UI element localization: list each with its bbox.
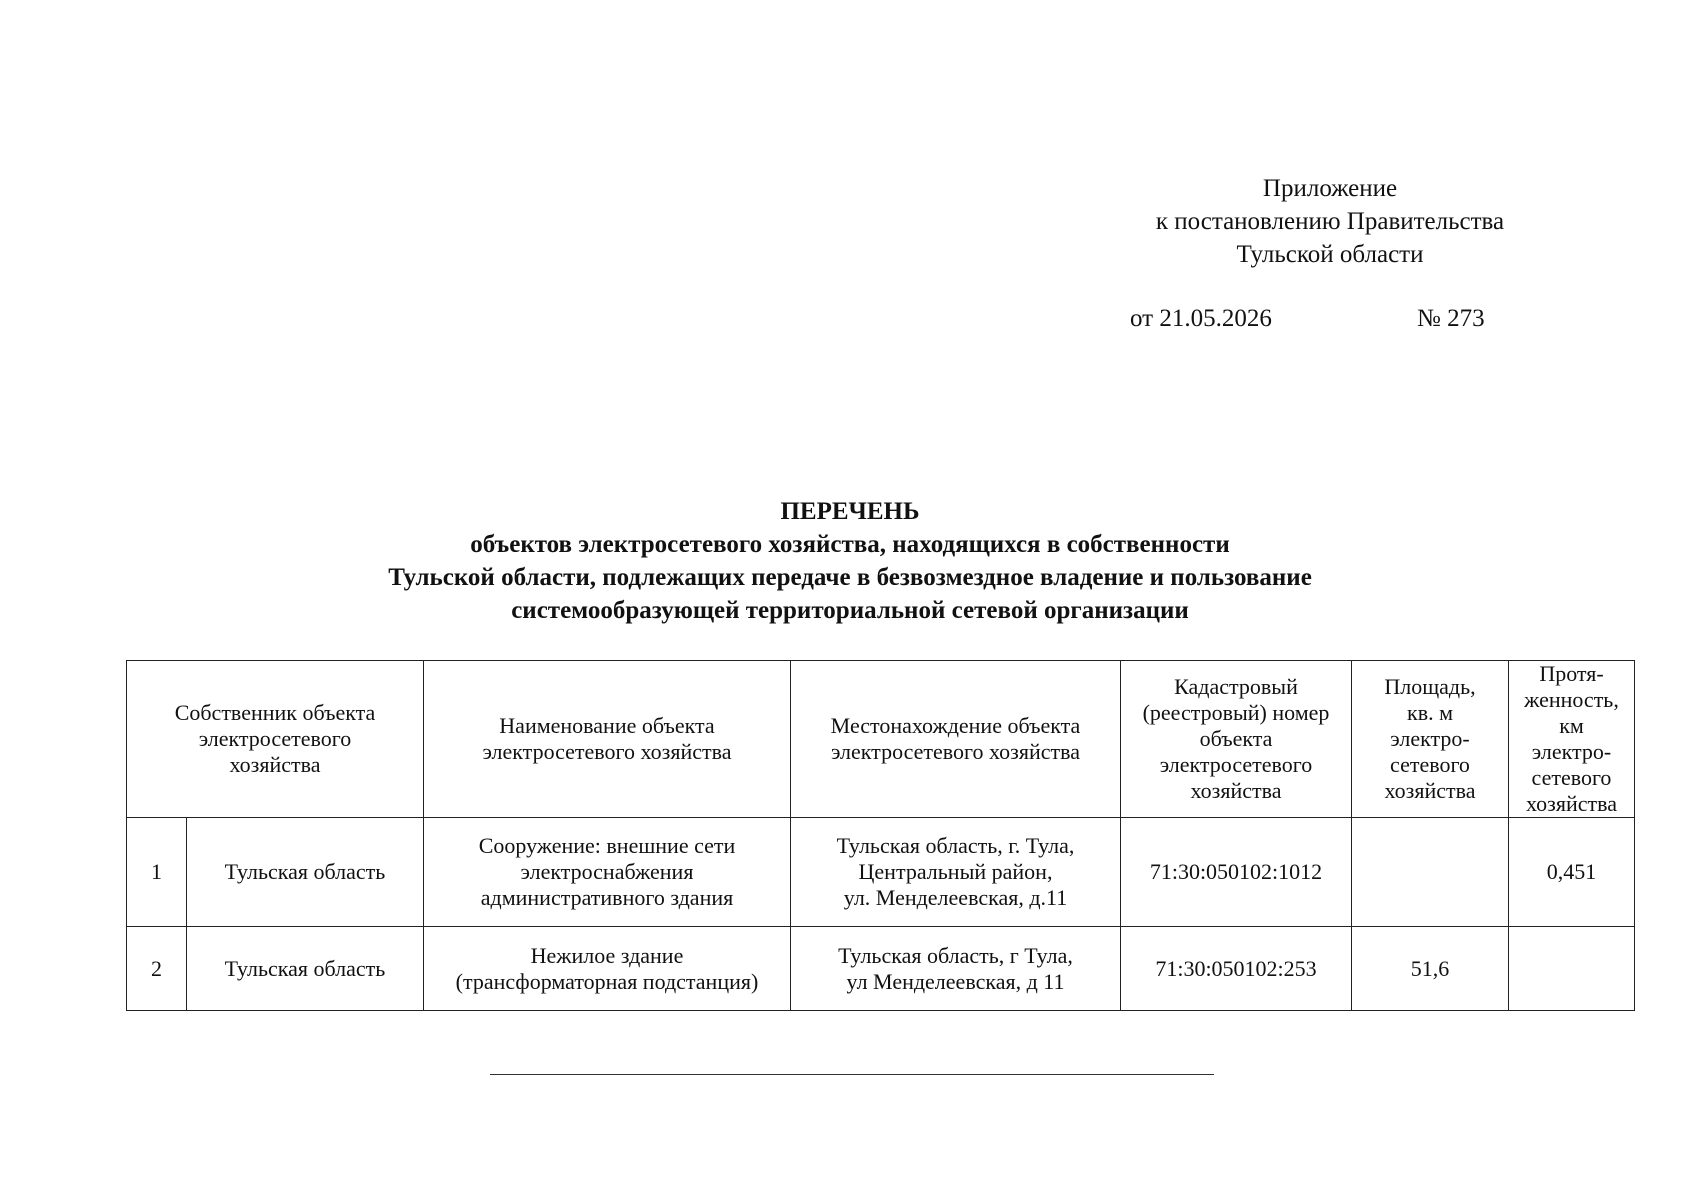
header-text: хозяйства bbox=[1526, 791, 1617, 816]
header-text: электросетевого bbox=[1159, 752, 1313, 777]
cell-text: Тульская область, г. Тула, bbox=[836, 833, 1075, 858]
appendix-block bbox=[1120, 172, 1540, 271]
location-cell bbox=[791, 927, 1121, 1011]
appendix-title: Приложение bbox=[1262, 175, 1398, 202]
cadastral-cell: 71:30:050102:253 bbox=[1121, 927, 1352, 1011]
objects-table bbox=[126, 660, 1635, 1011]
cell-text: ул Менделеевская, д 11 bbox=[846, 968, 1065, 994]
cell-text: Сооружение: внешние сети bbox=[478, 833, 736, 858]
cell-text: (трансформаторная подстанция) bbox=[455, 968, 759, 994]
header-text: хозяйства bbox=[1384, 778, 1476, 803]
closing-divider bbox=[490, 1074, 1214, 1075]
area-cell: 51,6 bbox=[1352, 927, 1509, 1011]
header-area bbox=[1352, 661, 1509, 818]
header-text: Протя- bbox=[1539, 661, 1604, 686]
owner-cell: Тульская область bbox=[187, 927, 424, 1011]
title-heading: ПЕРЕЧЕНЬ bbox=[780, 498, 920, 525]
appendix-reference: к постановлению Правительства bbox=[1155, 208, 1505, 235]
resolution-number: № 273 bbox=[1417, 305, 1485, 332]
header-owner bbox=[127, 661, 424, 818]
header-text: хозяйства bbox=[229, 752, 321, 777]
header-text: хозяйства bbox=[1190, 778, 1282, 803]
length-cell bbox=[1509, 927, 1635, 1011]
resolution-date: от 21.05.2026 bbox=[1130, 305, 1272, 332]
header-text: сетевого bbox=[1531, 765, 1612, 790]
document-title bbox=[180, 495, 1520, 627]
cell-text: Центральный район, bbox=[858, 859, 1053, 884]
table-header-row bbox=[127, 661, 1635, 818]
title-line: системообразующей территориальной сетевой организации bbox=[511, 597, 1189, 624]
row-number: 2 bbox=[127, 927, 187, 1011]
header-text: Наименование объекта bbox=[499, 713, 715, 738]
row-number: 1 bbox=[127, 818, 187, 927]
title-line: Тульской области, подлежащих передаче в безвозмездное владение и пользование bbox=[388, 564, 1312, 591]
header-text: Площадь, bbox=[1384, 674, 1476, 699]
cell-text: электроснабжения bbox=[520, 859, 694, 884]
cell-text: Тульская область, г Тула, bbox=[838, 942, 1073, 968]
header-text: электро- bbox=[1531, 739, 1612, 764]
header-text: женность, bbox=[1524, 687, 1619, 712]
object-name-cell bbox=[424, 927, 791, 1011]
header-text: электросетевого хозяйства bbox=[482, 739, 732, 764]
header-text: Кадастровый bbox=[1174, 674, 1298, 699]
cadastral-cell: 71:30:050102:1012 bbox=[1121, 818, 1352, 927]
header-text: электро- bbox=[1390, 726, 1470, 751]
header-text: электросетевого хозяйства bbox=[831, 739, 1080, 764]
header-text: (реестровый) номер bbox=[1142, 700, 1330, 725]
cell-text: ул. Менделеевская, д.11 bbox=[843, 885, 1068, 910]
title-line: объектов электросетевого хозяйства, находящихся в собственности bbox=[470, 531, 1230, 558]
header-cadastral bbox=[1121, 661, 1352, 818]
object-name-cell bbox=[424, 818, 791, 927]
cell-text: Нежилое здание bbox=[530, 942, 684, 968]
table-row bbox=[127, 818, 1635, 927]
area-cell bbox=[1352, 818, 1509, 927]
header-text: Местонахождение объекта bbox=[830, 713, 1081, 738]
cell-text: административного здания bbox=[480, 885, 734, 910]
header-text: объекта bbox=[1199, 726, 1273, 751]
header-length bbox=[1509, 661, 1635, 818]
length-cell: 0,451 bbox=[1509, 818, 1635, 927]
header-text: кв. м bbox=[1407, 700, 1453, 725]
table-row bbox=[127, 927, 1635, 1011]
appendix-region: Тульской области bbox=[1236, 241, 1424, 268]
header-location bbox=[791, 661, 1121, 818]
header-object-name bbox=[424, 661, 791, 818]
header-text: сетевого bbox=[1390, 752, 1470, 777]
header-text: Собственник объекта bbox=[174, 700, 376, 725]
location-cell bbox=[791, 818, 1121, 927]
header-text: км bbox=[1559, 713, 1584, 738]
header-text: электросетевого bbox=[198, 726, 352, 751]
owner-cell: Тульская область bbox=[187, 818, 424, 927]
